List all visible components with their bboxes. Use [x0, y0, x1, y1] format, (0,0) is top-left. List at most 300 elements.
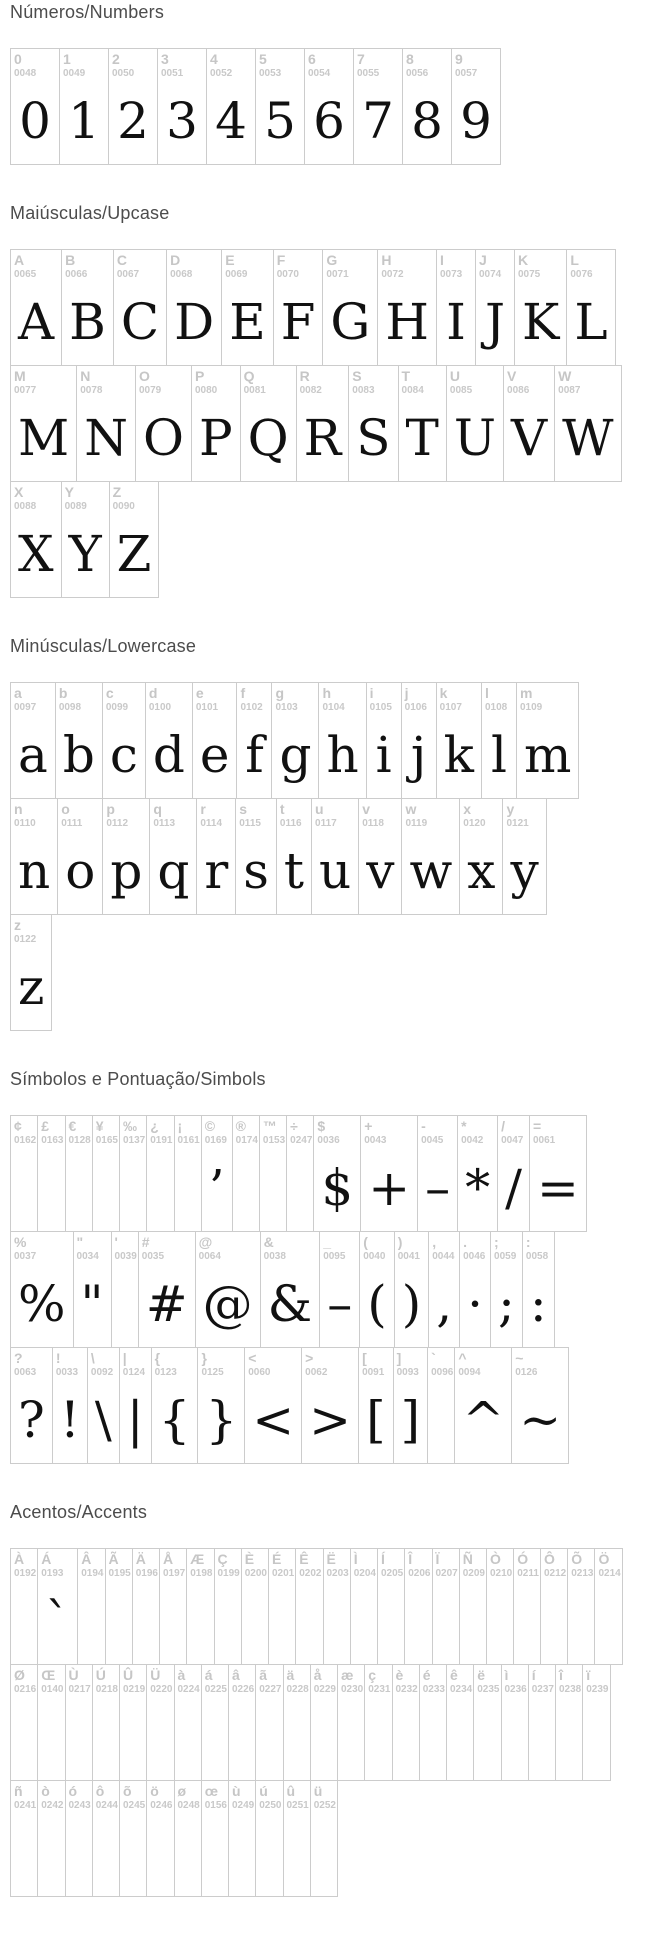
glyph-char-label: Û — [123, 1667, 134, 1683]
glyph-char-label: y — [506, 801, 515, 817]
glyph-cell-0238 — [555, 1664, 583, 1781]
glyph-cell-0034 — [73, 1231, 112, 1348]
glyph-unicode-label: 0086 — [507, 385, 530, 396]
glyph-preview — [393, 1696, 419, 1780]
glyph-char-label: . — [463, 1234, 468, 1250]
glyph-cell-0110 — [10, 798, 58, 915]
glyph-char-label: Ï — [435, 1551, 440, 1567]
glyph-cell-0200 — [241, 1548, 269, 1665]
glyph-preview: f — [245, 726, 264, 784]
glyph-char-label: Q — [243, 368, 255, 384]
glyph-unicode-label: 0113 — [153, 818, 176, 829]
glyph-unicode-label: 0036 — [317, 1135, 340, 1146]
glyph-cell-0061 — [529, 1115, 587, 1232]
glyph-unicode-label: 0067 — [116, 269, 140, 280]
glyph-cell-0050 — [108, 48, 158, 165]
glyph-char-label: í — [531, 1667, 536, 1683]
glyph-char-label: > — [305, 1350, 314, 1366]
glyph-unicode-label: 0103 — [275, 702, 298, 713]
glyph-cell-0153 — [259, 1115, 287, 1232]
glyph-unicode-label: 0085 — [449, 385, 473, 396]
glyph-char-label: I — [439, 252, 444, 268]
glyph-unicode-label: 0078 — [80, 385, 103, 396]
glyph-unicode-label: 0075 — [517, 269, 541, 280]
glyph-unicode-label: 0063 — [14, 1367, 37, 1378]
glyph-unicode-label: 0106 — [404, 702, 427, 713]
glyph-unicode-label: 0077 — [14, 385, 37, 396]
glyph-preview — [556, 1696, 582, 1780]
glyph-row — [10, 1347, 651, 1464]
glyph-cell-0125 — [197, 1347, 245, 1464]
glyph-unicode-label: 0102 — [240, 702, 263, 713]
glyph-cell-0233 — [419, 1664, 447, 1781]
glyph-char-label: = — [532, 1118, 542, 1134]
glyph-char-label: + — [364, 1118, 373, 1134]
glyph-unicode-label: 0140 — [41, 1684, 64, 1695]
glyph-preview — [11, 1696, 37, 1780]
glyph-cell-0244 — [92, 1780, 120, 1897]
glyph-unicode-label: 0230 — [341, 1684, 364, 1695]
glyph-preview: } — [205, 1391, 238, 1449]
glyph-preview: + — [368, 1159, 411, 1217]
glyph-cell-0040 — [359, 1231, 395, 1348]
glyph-cell-0205 — [377, 1548, 405, 1665]
glyph-row — [10, 914, 651, 1031]
glyph-cell-0203 — [323, 1548, 351, 1665]
glyph-cell-0117 — [311, 798, 359, 915]
glyph-cell-0044 — [428, 1231, 460, 1348]
glyph-preview: l — [490, 726, 507, 784]
glyph-unicode-label: 0084 — [401, 385, 424, 396]
glyph-preview: D — [174, 293, 215, 351]
glyph-cell-0220 — [146, 1664, 174, 1781]
glyph-cell-0042 — [457, 1115, 498, 1232]
section-symbols — [10, 1069, 651, 1464]
section-title-lowercase: Minúsculas/Lowercase — [10, 636, 197, 656]
glyph-char-label: Ë — [326, 1551, 336, 1567]
glyph-char-label: ï — [586, 1667, 591, 1683]
glyph-char-label: N — [80, 368, 91, 384]
glyph-cell-0197 — [159, 1548, 187, 1665]
glyph-preview: \ — [94, 1391, 112, 1449]
glyph-cell-0191 — [146, 1115, 174, 1232]
glyph-row — [10, 1664, 651, 1781]
glyph-unicode-label: 0059 — [494, 1251, 517, 1262]
glyph-char-label: ú — [259, 1783, 268, 1799]
glyph-cell-0091 — [358, 1347, 394, 1464]
glyph-unicode-label: 0068 — [170, 269, 193, 280]
glyph-unicode-label: 0220 — [150, 1684, 173, 1695]
glyph-unicode-label: 0117 — [315, 818, 337, 829]
glyph-preview: C — [120, 293, 160, 351]
glyph-unicode-label: 0070 — [276, 269, 299, 280]
glyph-preview: b — [62, 726, 95, 784]
glyph-char-label: ( — [363, 1234, 368, 1250]
glyph-char-label: k — [439, 685, 448, 701]
glyph-cell-0093 — [393, 1347, 429, 1464]
glyph-preview: c — [109, 726, 138, 784]
glyph-cell-0089 — [61, 481, 110, 598]
glyph-preview: I — [446, 293, 466, 351]
glyph-cell-0048 — [10, 48, 60, 165]
glyph-preview: ; — [498, 1275, 515, 1333]
glyph-char-label: z — [14, 917, 21, 933]
glyph-unicode-label: 0114 — [200, 818, 223, 829]
glyph-char-label: { — [154, 1350, 161, 1366]
glyph-preview: g — [279, 726, 312, 784]
glyph-cell-0111 — [57, 798, 103, 915]
glyph-char-label: 5 — [259, 51, 267, 67]
glyph-cell-0078 — [76, 365, 136, 482]
glyph-cell-0204 — [350, 1548, 378, 1665]
glyph-char-label: ™ — [262, 1118, 277, 1134]
glyph-preview: A — [18, 293, 55, 351]
glyph-char-label: ~ — [515, 1350, 524, 1366]
glyph-unicode-label: 0079 — [138, 385, 162, 396]
glyph-char-label: Ä — [135, 1551, 146, 1567]
glyph-cell-0100 — [145, 682, 193, 799]
glyph-cell-0236 — [501, 1664, 529, 1781]
glyph-unicode-label: 0249 — [232, 1800, 255, 1811]
glyph-preview: L — [574, 293, 608, 351]
glyph-char-label: , — [432, 1234, 437, 1250]
glyph-char-label: H — [381, 252, 392, 268]
glyph-unicode-label: 0100 — [148, 702, 172, 713]
glyph-unicode-label: 0087 — [558, 385, 581, 396]
glyph-cell-0071 — [322, 249, 378, 366]
glyph-unicode-label: 0207 — [435, 1568, 458, 1579]
glyph-cell-0120 — [459, 798, 503, 915]
glyph-unicode-label: 0209 — [462, 1568, 485, 1579]
glyph-cell-0209 — [459, 1548, 487, 1665]
glyph-char-label: 1 — [63, 51, 71, 67]
glyph-char-label: X — [14, 484, 24, 500]
glyph-unicode-label: 0094 — [458, 1367, 481, 1378]
glyph-preview — [487, 1580, 513, 1664]
glyph-char-label: Ò — [490, 1551, 501, 1567]
glyph-char-label: : — [525, 1234, 531, 1250]
glyph-char-label: Z — [112, 484, 122, 500]
glyph-char-label: é — [422, 1667, 431, 1683]
glyph-char-label: d — [148, 685, 158, 701]
glyph-preview: E — [229, 293, 266, 351]
glyph-unicode-label: 0169 — [204, 1135, 227, 1146]
glyph-char-label: E — [225, 252, 235, 268]
glyph-preview — [120, 1696, 146, 1780]
glyph-preview: y — [510, 842, 539, 900]
glyph-char-label: ô — [95, 1783, 105, 1799]
glyph-unicode-label: 0225 — [204, 1684, 227, 1695]
glyph-cell-0049 — [59, 48, 109, 165]
glyph-char-label: K — [517, 252, 529, 268]
glyph-preview — [541, 1580, 567, 1664]
glyph-char-label: u — [315, 801, 324, 817]
glyph-preview: W — [562, 409, 614, 467]
glyph-cell-0214 — [594, 1548, 622, 1665]
glyph-unicode-label: 0206 — [408, 1568, 431, 1579]
glyph-unicode-label: 0163 — [41, 1135, 64, 1146]
glyph-char-label: 0 — [14, 51, 22, 67]
glyph-char-label: À — [14, 1551, 25, 1567]
glyph-char-label: V — [507, 368, 517, 384]
glyph-unicode-label: 0120 — [463, 818, 486, 829]
glyph-row — [10, 1780, 651, 1897]
glyph-char-label: 9 — [455, 51, 463, 67]
glyph-cell-0217 — [65, 1664, 93, 1781]
glyph-cell-0156 — [201, 1780, 229, 1897]
glyph-char-label: & — [263, 1234, 274, 1250]
glyph-unicode-label: 0111 — [61, 818, 83, 829]
glyph-char-label: - — [421, 1118, 426, 1134]
glyph-unicode-label: 0116 — [279, 818, 302, 829]
glyph-unicode-label: 0121 — [506, 818, 529, 829]
glyph-cell-0064 — [195, 1231, 261, 1348]
glyph-cell-0194 — [77, 1548, 105, 1665]
glyph-char-label: c — [105, 685, 114, 701]
glyph-preview — [514, 1580, 540, 1664]
glyph-cell-0251 — [283, 1780, 311, 1897]
section-upcase — [10, 203, 651, 598]
glyph-preview: Q — [247, 409, 289, 467]
glyph-unicode-label: 0198 — [190, 1568, 213, 1579]
glyph-cell-0212 — [540, 1548, 568, 1665]
glyph-unicode-label: 0081 — [243, 385, 266, 396]
glyph-cell-0063 — [10, 1347, 53, 1464]
glyph-cell-0112 — [102, 798, 150, 915]
glyph-unicode-label: 0057 — [455, 68, 478, 79]
glyph-char-label: Ñ — [462, 1551, 473, 1567]
glyph-unicode-label: 0250 — [259, 1800, 282, 1811]
glyph-unicode-label: 0076 — [570, 269, 593, 280]
glyph-unicode-label: 0226 — [232, 1684, 255, 1695]
glyph-preview — [147, 1147, 173, 1231]
glyph-preview: : — [529, 1275, 547, 1333]
glyph-preview: 2 — [117, 92, 149, 150]
glyph-preview: z — [18, 958, 45, 1016]
glyph-row — [10, 682, 651, 799]
glyph-cell-0106 — [401, 682, 437, 799]
glyph-cell-0057 — [451, 48, 501, 165]
glyph-unicode-label: 0219 — [123, 1684, 146, 1695]
glyph-unicode-label: 0066 — [65, 269, 88, 280]
glyph-unicode-label: 0174 — [235, 1135, 258, 1146]
glyph-unicode-label: 0228 — [286, 1684, 309, 1695]
glyph-cell-0237 — [528, 1664, 556, 1781]
glyph-preview — [147, 1696, 173, 1780]
glyph-unicode-label: 0033 — [55, 1367, 79, 1378]
section-accents — [10, 1502, 651, 1897]
glyph-preview — [93, 1696, 119, 1780]
glyph-cell-0239 — [582, 1664, 610, 1781]
glyph-preview: ( — [367, 1275, 387, 1333]
glyph-cell-0067 — [113, 249, 167, 366]
glyph-preview: G — [330, 293, 371, 351]
glyph-unicode-label: 0244 — [95, 1800, 118, 1811]
glyph-unicode-label: 0233 — [422, 1684, 445, 1695]
glyph-char-label: ; — [494, 1234, 499, 1250]
glyph-preview — [351, 1580, 377, 1664]
glyph-preview: d — [152, 726, 185, 784]
glyph-char-label: B — [65, 252, 76, 268]
glyph-char-label: ‰ — [123, 1118, 137, 1134]
glyph-cell-0165 — [92, 1115, 120, 1232]
glyph-preview — [256, 1696, 282, 1780]
glyph-preview — [38, 1812, 64, 1896]
glyph-preview — [229, 1696, 255, 1780]
glyph-preview: U — [453, 409, 497, 467]
glyph-cell-0199 — [214, 1548, 242, 1665]
glyph-char-label: ^ — [458, 1350, 467, 1366]
glyph-char-label: £ — [41, 1118, 50, 1134]
glyph-char-label: ¢ — [14, 1118, 22, 1134]
glyph-cell-0163 — [37, 1115, 65, 1232]
glyph-preview: O — [142, 409, 184, 467]
glyph-preview: 7 — [362, 92, 394, 150]
glyph-char-label: @ — [198, 1234, 213, 1250]
glyph-char-label: Ç — [217, 1551, 228, 1567]
glyph-cell-0234 — [446, 1664, 474, 1781]
glyph-cell-0124 — [119, 1347, 152, 1464]
glyph-preview: ) — [401, 1275, 422, 1333]
glyph-unicode-label: 0193 — [41, 1568, 64, 1579]
glyph-cell-0114 — [196, 798, 236, 915]
glyph-preview — [175, 1812, 201, 1896]
glyph-char-label: w — [405, 801, 417, 817]
glyph-cell-0102 — [236, 682, 272, 799]
glyph-preview: · — [467, 1275, 484, 1333]
glyph-cell-0038 — [260, 1231, 321, 1348]
glyph-preview: = — [536, 1159, 579, 1217]
glyph-cell-0033 — [52, 1347, 88, 1464]
glyph-unicode-label: 0096 — [431, 1367, 454, 1378]
glyph-char-label: ù — [232, 1783, 241, 1799]
glyph-unicode-label: 0093 — [396, 1367, 419, 1378]
glyph-row — [10, 365, 651, 482]
glyph-char-label: ó — [68, 1783, 78, 1799]
glyph-char-label: a — [14, 685, 22, 701]
glyph-cell-0246 — [146, 1780, 174, 1897]
glyph-char-label: n — [14, 801, 23, 817]
glyph-row — [10, 48, 651, 165]
glyph-preview: h — [326, 726, 359, 784]
glyph-cell-0094 — [454, 1347, 512, 1464]
glyph-row — [10, 798, 651, 915]
glyph-cell-0062 — [301, 1347, 359, 1464]
glyph-preview — [338, 1696, 364, 1780]
glyph-char-label: 8 — [406, 51, 414, 67]
glyph-cell-0075 — [514, 249, 567, 366]
glyph-cell-0051 — [157, 48, 207, 165]
glyph-row — [10, 481, 651, 598]
glyph-char-label: Æ — [190, 1551, 205, 1567]
glyph-unicode-label: 0092 — [90, 1367, 114, 1378]
glyph-char-label: R — [299, 368, 310, 384]
glyph-cell-0066 — [61, 249, 114, 366]
glyph-char-label: Í — [381, 1551, 385, 1567]
glyph-unicode-label: 0088 — [14, 501, 37, 512]
glyph-char-label: û — [286, 1783, 296, 1799]
glyph-char-label: 2 — [112, 51, 120, 67]
glyph-preview: t — [283, 842, 305, 900]
glyph-cell-0193 — [37, 1548, 78, 1665]
glyph-cell-0072 — [377, 249, 437, 366]
glyph-unicode-label: 0227 — [259, 1684, 282, 1695]
glyph-char-label: ü — [313, 1783, 323, 1799]
glyph-cell-0083 — [348, 365, 398, 482]
glyph-cell-0103 — [271, 682, 319, 799]
glyph-cell-0218 — [92, 1664, 120, 1781]
glyph-preview — [433, 1580, 459, 1664]
glyph-char-label: P — [194, 368, 205, 384]
glyph-unicode-label: 0098 — [58, 702, 82, 713]
glyph-row — [10, 1115, 651, 1232]
glyph-char-label: ä — [286, 1667, 295, 1683]
glyph-preview — [428, 1379, 454, 1463]
glyph-preview — [187, 1580, 213, 1664]
glyph-preview — [215, 1580, 241, 1664]
glyph-char-label: Ì — [353, 1551, 358, 1567]
glyph-unicode-label: 0054 — [308, 68, 331, 79]
glyph-preview — [474, 1696, 500, 1780]
glyph-char-label: v — [362, 801, 371, 817]
glyph-unicode-label: 0194 — [81, 1568, 104, 1579]
glyph-cell-0169 — [201, 1115, 233, 1232]
glyph-preview: { — [158, 1391, 191, 1449]
glyph-cell-0227 — [255, 1664, 283, 1781]
glyph-preview — [233, 1147, 259, 1231]
glyph-preview: u — [319, 842, 352, 900]
glyph-preview: ? — [18, 1391, 45, 1449]
glyph-unicode-label: 0231 — [368, 1684, 391, 1695]
glyph-cell-0224 — [174, 1664, 202, 1781]
glyph-cell-0095 — [319, 1231, 360, 1348]
glyph-unicode-label: 0055 — [357, 68, 380, 79]
glyph-unicode-label: 0243 — [68, 1800, 91, 1811]
glyph-char-label: < — [248, 1350, 257, 1366]
glyph-char-label: ® — [235, 1118, 246, 1134]
glyph-cell-0047 — [497, 1115, 530, 1232]
glyph-preview: " — [80, 1275, 104, 1333]
section-title-upcase: Maiúsculas/Upcase — [10, 203, 170, 223]
glyph-cell-0174 — [232, 1115, 260, 1232]
glyph-cell-0122 — [10, 914, 52, 1031]
glyph-unicode-label: 0197 — [163, 1568, 186, 1579]
glyph-preview — [78, 1580, 104, 1664]
glyph-preview: > — [309, 1391, 352, 1449]
glyph-preview: e — [199, 726, 230, 784]
glyph-char-label: Î — [408, 1551, 413, 1567]
glyph-unicode-label: 0110 — [14, 818, 36, 829]
glyph-cell-0074 — [475, 249, 515, 366]
glyph-cell-0116 — [276, 798, 312, 915]
glyph-cell-0225 — [201, 1664, 229, 1781]
glyph-preview — [202, 1812, 228, 1896]
glyph-preview: ^ — [462, 1391, 505, 1449]
glyph-char-label: È — [244, 1551, 255, 1567]
glyph-preview — [242, 1580, 268, 1664]
glyph-cell-0119 — [401, 798, 460, 915]
glyph-unicode-label: 0202 — [299, 1568, 322, 1579]
glyph-char-label: É — [272, 1551, 282, 1567]
glyph-cell-0161 — [174, 1115, 202, 1232]
glyph-unicode-label: 0104 — [322, 702, 345, 713]
glyph-preview: p — [110, 842, 143, 900]
glyph-unicode-label: 0216 — [14, 1684, 37, 1695]
glyph-unicode-label: 0156 — [204, 1800, 227, 1811]
glyph-unicode-label: 0125 — [201, 1367, 224, 1378]
glyph-char-label: à — [177, 1667, 186, 1683]
glyph-unicode-label: 0109 — [519, 702, 543, 713]
